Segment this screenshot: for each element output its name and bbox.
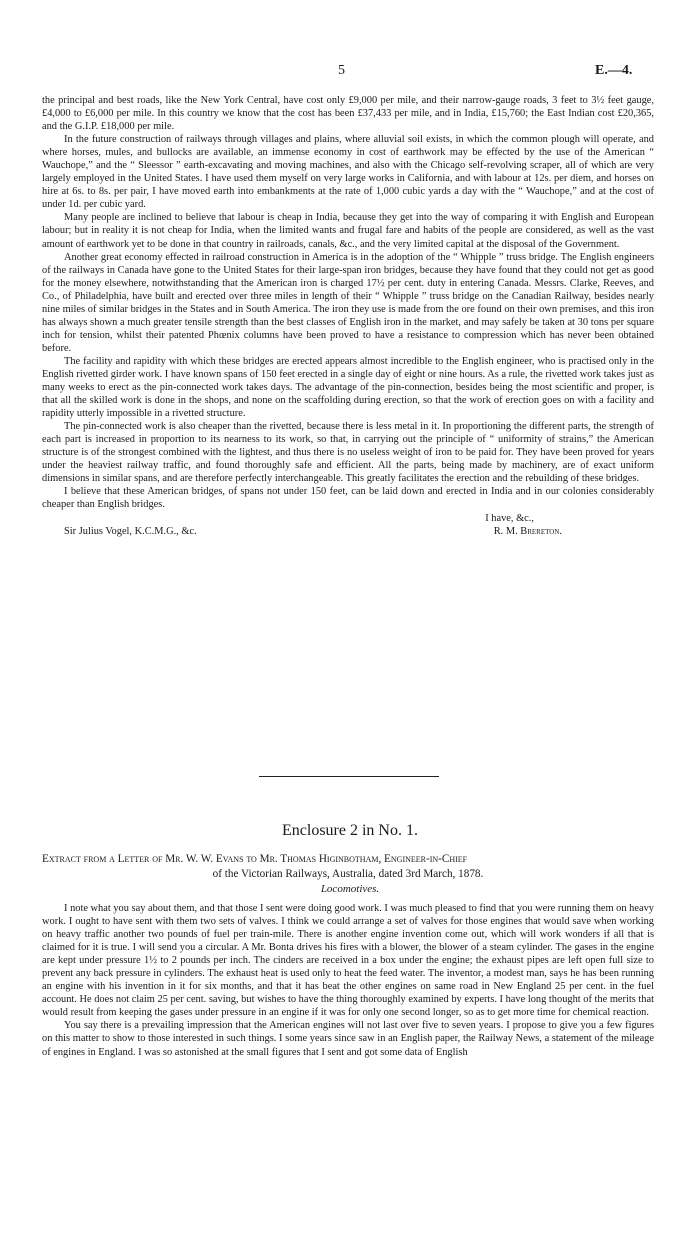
page-number: 5 <box>338 63 345 78</box>
letter-paragraph: I believe that these American bridges, of spans not under 150 feet, can be laid down and erected in India and in our colonies considerably cheaper than English bridges. <box>42 486 654 511</box>
extract-heading <box>42 852 654 881</box>
extract-heading-line: Extract from a Letter of Mr. W. W. Evans to Mr. Thomas Higinbotham, Engineer-in-Chief <box>42 853 468 865</box>
enclosure-paragraph: You say there is a prevailing impression that the American engines will not last over five to seven years. I propose to give you a few figures on this matter to show to those interested in such things. I some years since saw in an English paper, the Railway News, a statement of the mileage of engines in England. I was so astonished at the small figures that I sent and got some data of English <box>42 1020 654 1058</box>
section-subheading: Locomotives. <box>320 883 380 895</box>
letter-paragraph: The pin-connected work is also cheaper than the rivetted, because there is less metal in it. In proportioning the different parts, the strength of each part is increased in proportion to its nearness to its work, so that, in carrying out the principle of “ uniformity of strains,” the American structure is of the strongest combined with the lightest, and thus there is no useless weight of iron to be paid for. They have been proved for years under the heaviest railway traffic, and found thoroughly safe and efficient. All the parts, being made by machinery, are of exact uniform dimensions in similar spans, and are therefore perfectly interchangeable. This greatly facilitates the erection and the rebuilding of these bridges. <box>42 421 654 485</box>
signature-row <box>42 525 654 538</box>
letter-body <box>42 94 654 538</box>
letter-addressee: Sir Julius Vogel, K.C.M.G., &c. <box>64 525 197 537</box>
section-divider <box>259 776 439 777</box>
letter-paragraph: the principal and best roads, like the New York Central, have cost only £9,000 per mile, and their narrow-gauge roads, 3 feet to 3½ feet gauge, £4,000 to £6,000 per mile. In this country we know that the cost has been £37,433 per mile, and in India, £15,760; the East Indian cost £20,365, and the G.I.P. £18,000 per mile. <box>42 95 654 133</box>
enclosure-body <box>42 902 654 1059</box>
letter-paragraph: Many people are inclined to believe that labour is cheap in India, because they get into the way of comparing it with English and European labour; but in reality it is not cheap for India, when the limited wants and frugal fare and habits of the people are considered, as well as the vast amount of earthwork yet to be done in that country in railroads, canals, &c., and the very limited capital at the disposal of the Government. <box>42 212 654 250</box>
letter-paragraph: The facility and rapidity with which these bridges are erected appears almost incredible to the English engineer, who is practised only in the English rivetted girder work. I have known spans of 150 feet erected in a single day of eight or nine hours. As a rule, the rivetted work takes just as many weeks to erect as the pin-connected work takes days. The advantage of the pin-connection, besides being the most scientific and proper, is that all the skilled work is done in the shops, and none on the scaffolding during erection, so that the work of erection goes on with a facility and rapidity utterly impossible in a rivetted structure. <box>42 355 654 420</box>
enclosure-paragraph: I note what you say about them, and that those I sent were doing good work. I was much pleased to find that you were running them on heavy work. I ought to have sent with them two sets of valves. I think we could arrange a set of valves for those engines that would save when working on heavy traffic another two pounds of fuel per train-mile. There is another engine invention come out, which will work wonders if all that is claimed for it is true. I will send you a circular. A Mr. Bonta drives his fires with a blower, the blower of a steam cylinder. The gases in the engine are kept under pressure 1½ to 2 pounds per inch. The cinders are received in a box under the engine; the exhaust pipes are left open full size to prevent any back pressure in cylinders. The exhaust heat is used only to heat the feed water. The inventor, a modest man, says he has been running an engine with his invention in it for six months, and that it has beat the other engines on same road in New England 25 per cent. in the fuel account. He does not claim 25 per cent. saving, but wishes to have the thing thoroughly examined by experts. I have long thought of the merits that would result from keeping the gases under pressure in an engine if it was for only one second longer, so as to get more time for chemical reaction. <box>42 903 654 1019</box>
letter-closing: I have, &c., <box>485 512 534 524</box>
document-reference: E.—4. <box>595 63 633 78</box>
enclosure-title: Enclosure 2 in No. 1. <box>282 822 418 839</box>
letter-paragraph: Another great economy effected in railroad construction in America is in the adoption of the “ Whipple ” truss bridge. The English engineers of the railways in Canada have gone to the United States for their large-span iron bridges, because they have found that they could not get as good for the money elsewhere, notwithstanding that the American iron is charged 17½ per cent. duty in entering Canada. Messrs. Clarke, Reeves, and Co., of Philadelphia, have built and erected over three miles in length of their “ Whipple ” truss bridge on the Canadian Railway, besides nearly nine miles of similar bridges in the States and in South America. The iron they use is made from the ore found on their own premises, and this iron has always shown a much greater tensile strength than the best classes of English iron in the market, and may safely be taken at 30 tons per square inch for tension, whilst their patented Phœnix columns have been proved to have a resistance to compression which has never been obtained before. <box>42 251 654 354</box>
letter-paragraph: In the future construction of railways through villages and plains, where alluvial soil exists, in which the common plough will operate, and where horses, mules, and bullocks are available, an immense economy in cost of earthwork may be effected by the use of the American “ Wauchope,” and the “ Sleessor ” earth-excavating and moving machines, and also with the Chicago self-revolving scraper, all of which are very largely employed in the United States. I have used them myself on very large works in California, and with labour at 12s. per diem, and horses on hire at 6s. to 8s. per pair, I have moved earth into embankments at the rate of 1,000 cubic yards a day with the “ Wauchope,” and at the cost of under 1d. per cubic yard. <box>42 134 654 211</box>
letter-signature: R. M. Brereton. <box>493 525 562 537</box>
extract-heading-line: of the Victorian Railways, Australia, dated 3rd March, 1878. <box>212 867 484 880</box>
